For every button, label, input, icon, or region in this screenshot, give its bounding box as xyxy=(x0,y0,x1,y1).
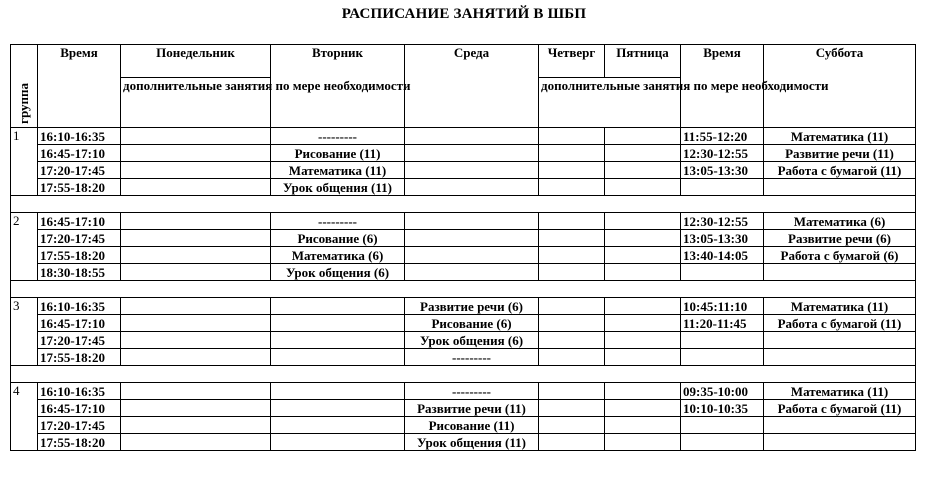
thursday-cell xyxy=(539,213,605,230)
saturday-time-cell xyxy=(681,264,764,281)
thursday-cell xyxy=(539,383,605,400)
tuesday-header: Вторник xyxy=(271,45,405,128)
group-number: 2 xyxy=(11,213,38,281)
tuesday-cell: Математика (11) xyxy=(271,162,405,179)
tuesday-cell: Урок общения (6) xyxy=(271,264,405,281)
wednesday-cell: --------- xyxy=(405,349,539,366)
time-header: Время xyxy=(38,45,121,128)
time-cell: 17:55-18:20 xyxy=(38,349,121,366)
thursday-cell xyxy=(539,315,605,332)
saturday-time-cell: 10:45:11:10 xyxy=(681,298,764,315)
wednesday-cell: Урок общения (6) xyxy=(405,332,539,349)
tuesday-cell xyxy=(271,383,405,400)
friday-cell xyxy=(605,332,681,349)
saturday-time-cell xyxy=(681,332,764,349)
time-cell: 17:20-17:45 xyxy=(38,162,121,179)
group-separator xyxy=(11,196,916,213)
table-row xyxy=(11,145,916,162)
friday-cell xyxy=(605,128,681,145)
monday-cell xyxy=(121,315,271,332)
tuesday-cell xyxy=(271,315,405,332)
thursday-cell xyxy=(539,434,605,451)
saturday-cell xyxy=(764,264,916,281)
monday-cell xyxy=(121,179,271,196)
saturday-time-cell: 10:10-10:35 xyxy=(681,400,764,417)
saturday-header: Суббота xyxy=(764,45,916,128)
page-title: РАСПИСАНИЕ ЗАНЯТИЙ В ШБП xyxy=(341,6,587,22)
saturday-cell: Математика (11) xyxy=(764,128,916,145)
table-row xyxy=(11,434,916,451)
thursday-cell xyxy=(539,332,605,349)
wednesday-cell: Развитие речи (6) xyxy=(405,298,539,315)
monday-cell xyxy=(121,400,271,417)
monday-cell xyxy=(121,434,271,451)
saturday-time-cell xyxy=(681,434,764,451)
thursday-cell xyxy=(539,264,605,281)
monday-cell xyxy=(121,247,271,264)
time-cell: 17:55-18:20 xyxy=(38,179,121,196)
wednesday-cell: Рисование (6) xyxy=(405,315,539,332)
time-cell: 16:45-17:10 xyxy=(38,145,121,162)
saturday-time-cell xyxy=(681,349,764,366)
table-row xyxy=(11,128,916,145)
tuesday-cell: Рисование (6) xyxy=(271,230,405,247)
thursday-cell xyxy=(539,179,605,196)
group-header xyxy=(11,45,38,128)
monday-header: Понедельник xyxy=(121,45,271,78)
saturday-cell xyxy=(764,349,916,366)
saturday-time-cell: 13:05-13:30 xyxy=(681,162,764,179)
saturday-time-cell xyxy=(681,417,764,434)
monday-cell xyxy=(121,383,271,400)
friday-cell xyxy=(605,213,681,230)
group-header-label: группа xyxy=(16,83,31,124)
saturday-cell: Работа с бумагой (11) xyxy=(764,162,916,179)
time-cell: 16:10-16:35 xyxy=(38,383,121,400)
table-row xyxy=(11,230,916,247)
friday-cell xyxy=(605,230,681,247)
wednesday-cell xyxy=(405,128,539,145)
thursday-cell xyxy=(539,145,605,162)
thursday-cell xyxy=(539,247,605,264)
wednesday-cell xyxy=(405,247,539,264)
table-row xyxy=(11,213,916,230)
table-row xyxy=(11,383,916,400)
schedule-body xyxy=(11,45,916,451)
header-row xyxy=(11,45,916,78)
tuesday-cell: Математика (6) xyxy=(271,247,405,264)
separator-cell xyxy=(11,196,916,213)
friday-cell xyxy=(605,315,681,332)
tuesday-cell: Рисование (11) xyxy=(271,145,405,162)
saturday-cell: Развитие речи (6) xyxy=(764,230,916,247)
saturday-cell: Работа с бумагой (11) xyxy=(764,315,916,332)
separator-cell xyxy=(11,281,916,298)
table-row xyxy=(11,349,916,366)
tuesday-cell xyxy=(271,298,405,315)
saturday-cell: Математика (11) xyxy=(764,383,916,400)
time-cell: 16:10-16:35 xyxy=(38,298,121,315)
wednesday-cell: Рисование (11) xyxy=(405,417,539,434)
table-row xyxy=(11,298,916,315)
monday-cell xyxy=(121,264,271,281)
friday-header: Пятница xyxy=(605,45,681,78)
thu-fri-note: дополнительные занятия по мере необходимости xyxy=(539,78,681,128)
table-row xyxy=(11,162,916,179)
table-row xyxy=(11,332,916,349)
wednesday-cell xyxy=(405,145,539,162)
saturday-cell: Развитие речи (11) xyxy=(764,145,916,162)
saturday-time-cell: 12:30-12:55 xyxy=(681,145,764,162)
time-cell: 17:55-18:20 xyxy=(38,247,121,264)
group-separator xyxy=(11,281,916,298)
monday-cell xyxy=(121,298,271,315)
tuesday-cell: --------- xyxy=(271,213,405,230)
monday-note: дополнительные занятия по мере необходимости xyxy=(121,78,271,128)
group-number: 1 xyxy=(11,128,38,196)
saturday-time-cell: 13:40-14:05 xyxy=(681,247,764,264)
table-row xyxy=(11,417,916,434)
wednesday-cell xyxy=(405,264,539,281)
thursday-cell xyxy=(539,162,605,179)
monday-cell xyxy=(121,162,271,179)
saturday-time-cell: 09:35-10:00 xyxy=(681,383,764,400)
saturday-cell: Математика (11) xyxy=(764,298,916,315)
thursday-cell xyxy=(539,298,605,315)
friday-cell xyxy=(605,247,681,264)
monday-cell xyxy=(121,145,271,162)
friday-cell xyxy=(605,179,681,196)
time-cell: 16:45-17:10 xyxy=(38,213,121,230)
table-row xyxy=(11,400,916,417)
thursday-cell xyxy=(539,349,605,366)
saturday-time-cell: 11:55-12:20 xyxy=(681,128,764,145)
time-cell: 17:20-17:45 xyxy=(38,230,121,247)
time-cell: 18:30-18:55 xyxy=(38,264,121,281)
saturday-cell xyxy=(764,332,916,349)
tuesday-cell xyxy=(271,332,405,349)
group-separator xyxy=(11,366,916,383)
group-number: 3 xyxy=(11,298,38,366)
time-cell: 16:45-17:10 xyxy=(38,400,121,417)
time-cell: 17:20-17:45 xyxy=(38,332,121,349)
table-row xyxy=(11,179,916,196)
saturday-cell: Работа с бумагой (6) xyxy=(764,247,916,264)
saturday-cell: Математика (6) xyxy=(764,213,916,230)
friday-cell xyxy=(605,264,681,281)
time-cell: 16:10-16:35 xyxy=(38,128,121,145)
time-cell: 17:20-17:45 xyxy=(38,417,121,434)
saturday-cell xyxy=(764,417,916,434)
friday-cell xyxy=(605,298,681,315)
friday-cell xyxy=(605,349,681,366)
wednesday-cell: Развитие речи (11) xyxy=(405,400,539,417)
separator-cell xyxy=(11,366,916,383)
tuesday-cell xyxy=(271,434,405,451)
friday-cell xyxy=(605,417,681,434)
thursday-cell xyxy=(539,230,605,247)
monday-cell xyxy=(121,128,271,145)
wednesday-cell xyxy=(405,213,539,230)
thursday-cell xyxy=(539,400,605,417)
wednesday-cell xyxy=(405,162,539,179)
monday-cell xyxy=(121,349,271,366)
thursday-cell xyxy=(539,128,605,145)
time-cell: 17:55-18:20 xyxy=(38,434,121,451)
wednesday-cell: --------- xyxy=(405,383,539,400)
friday-cell xyxy=(605,145,681,162)
monday-cell xyxy=(121,230,271,247)
wednesday-cell xyxy=(405,179,539,196)
wednesday-header: Среда xyxy=(405,45,539,128)
saturday-time-cell: 13:05-13:30 xyxy=(681,230,764,247)
monday-cell xyxy=(121,417,271,434)
tuesday-cell: Урок общения (11) xyxy=(271,179,405,196)
saturday-cell xyxy=(764,179,916,196)
thursday-cell xyxy=(539,417,605,434)
table-row xyxy=(11,315,916,332)
schedule-table xyxy=(10,44,916,451)
time2-header: Время xyxy=(681,45,764,128)
saturday-time-cell xyxy=(681,179,764,196)
saturday-cell xyxy=(764,434,916,451)
saturday-time-cell: 11:20-11:45 xyxy=(681,315,764,332)
monday-cell xyxy=(121,213,271,230)
wednesday-cell xyxy=(405,230,539,247)
tuesday-cell xyxy=(271,400,405,417)
tuesday-cell xyxy=(271,417,405,434)
friday-cell xyxy=(605,400,681,417)
monday-cell xyxy=(121,332,271,349)
table-row xyxy=(11,247,916,264)
wednesday-cell: Урок общения (11) xyxy=(405,434,539,451)
saturday-cell: Работа с бумагой (11) xyxy=(764,400,916,417)
saturday-time-cell: 12:30-12:55 xyxy=(681,213,764,230)
tuesday-cell: --------- xyxy=(271,128,405,145)
friday-cell xyxy=(605,162,681,179)
table-row xyxy=(11,264,916,281)
group-number: 4 xyxy=(11,383,38,451)
time-cell: 16:45-17:10 xyxy=(38,315,121,332)
friday-cell xyxy=(605,383,681,400)
friday-cell xyxy=(605,434,681,451)
tuesday-cell xyxy=(271,349,405,366)
thursday-header: Четверг xyxy=(539,45,605,78)
